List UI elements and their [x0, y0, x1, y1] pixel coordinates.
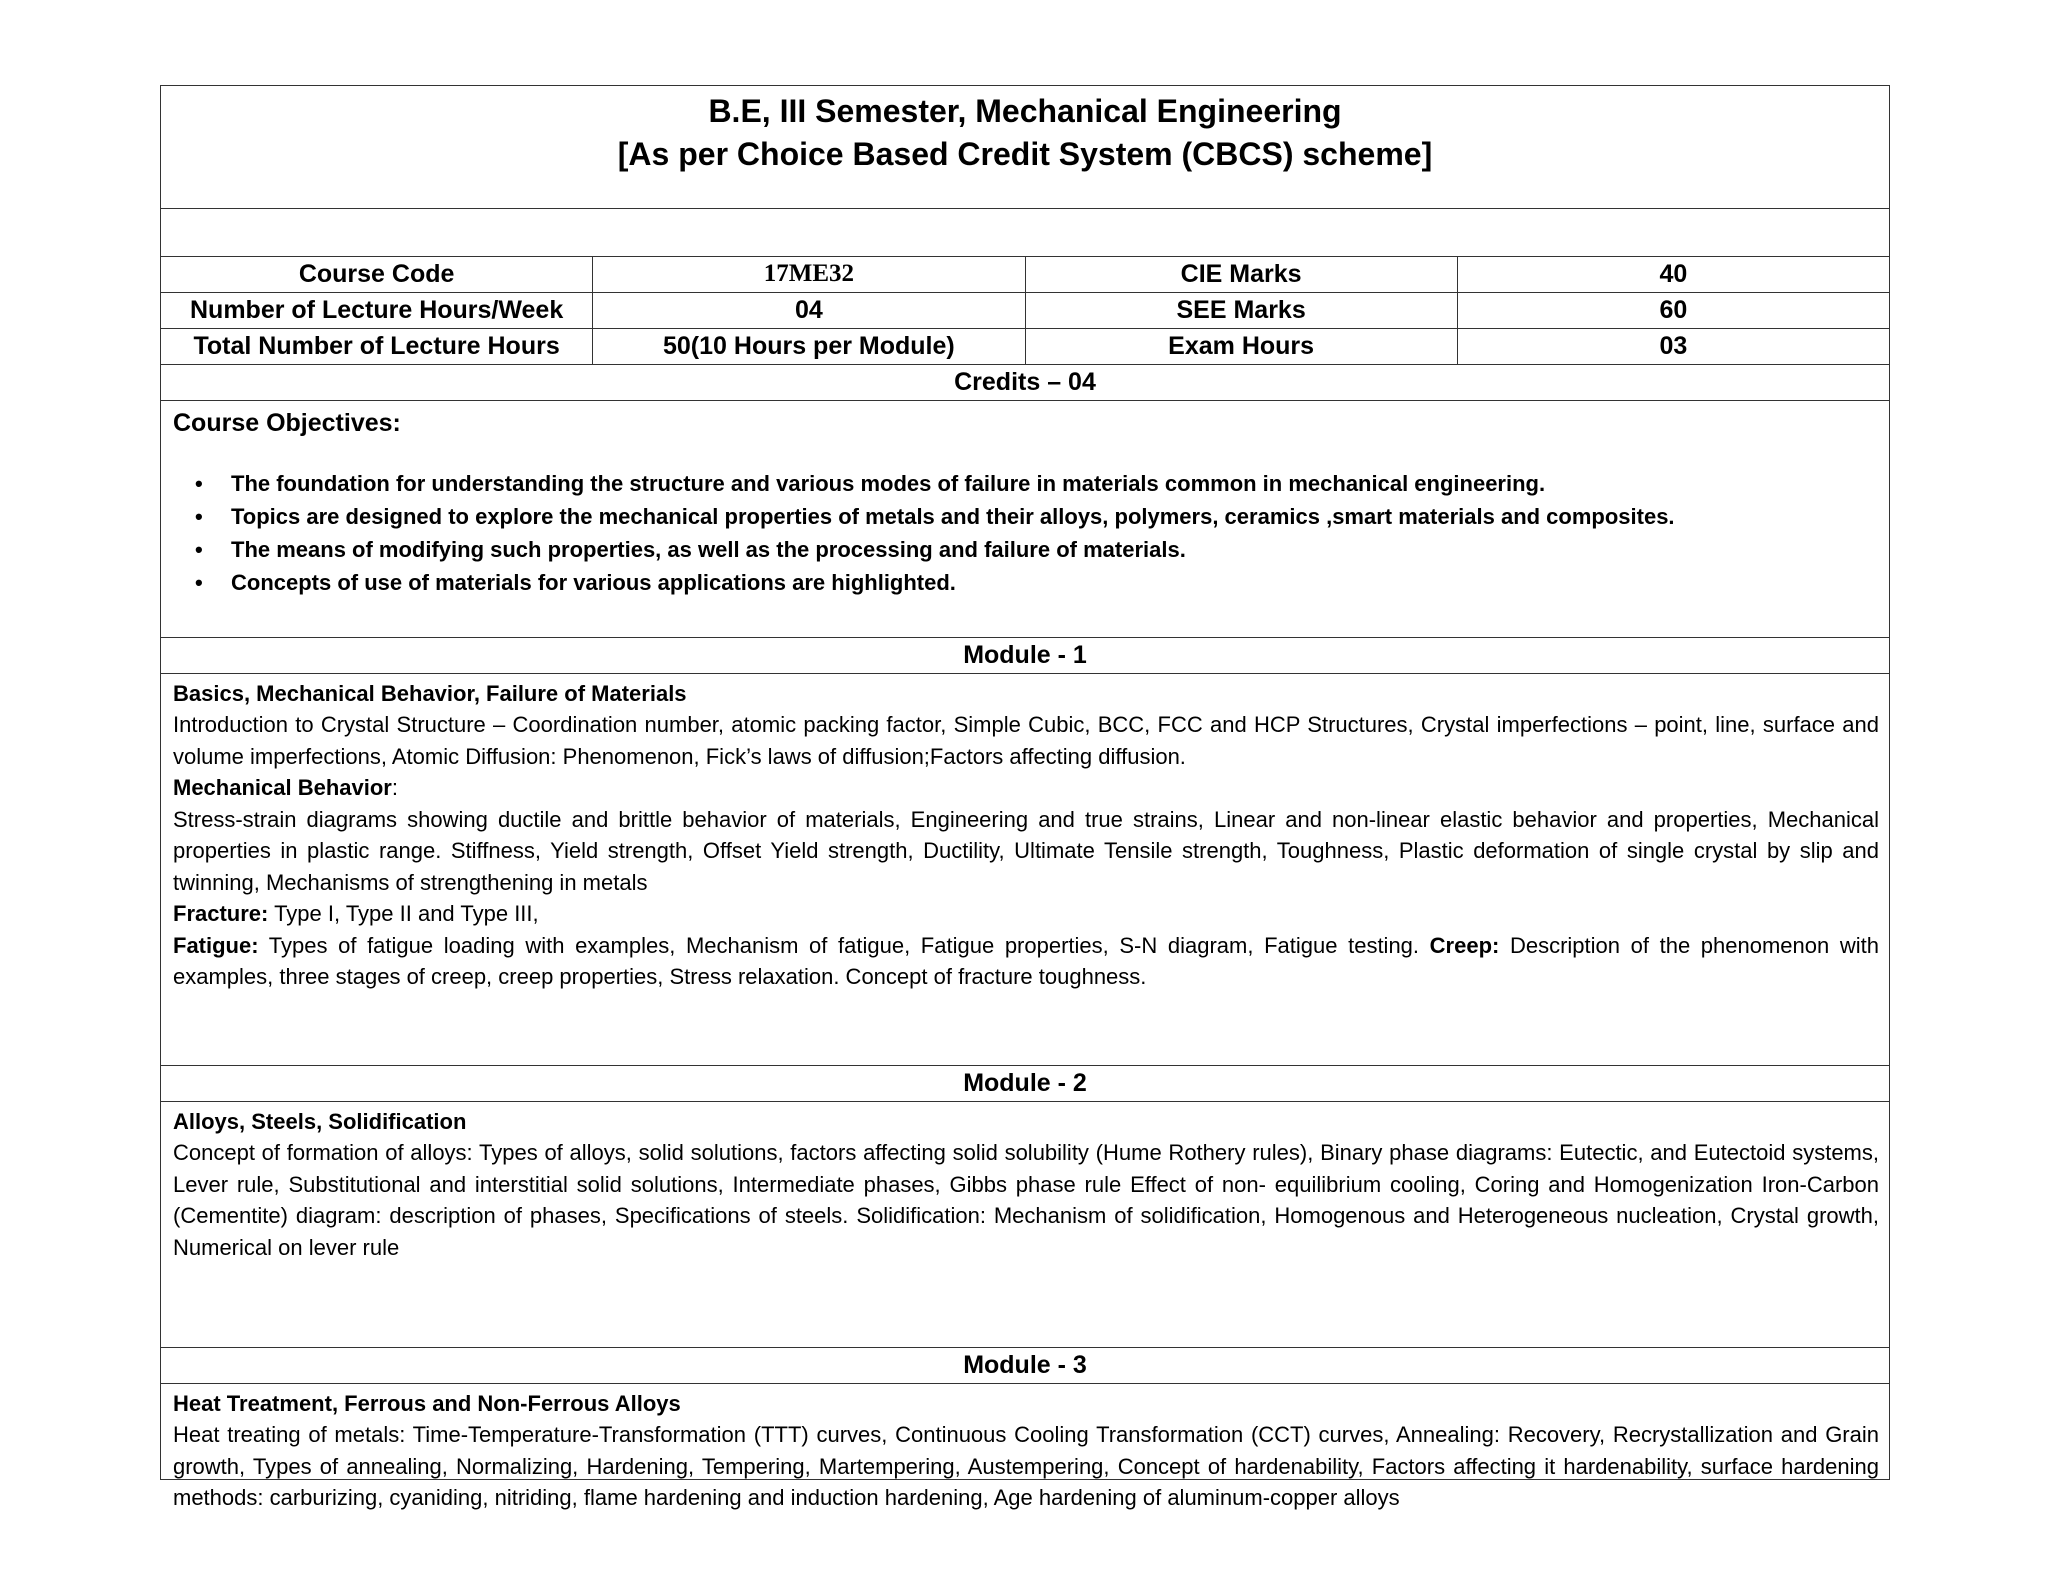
module-1-heading: Module - 1 — [161, 638, 1889, 674]
module-2-text: Concept of formation of alloys: Types of alloys, solid solutions, factors affecting solid solubility (Hume Rothery rules), Binary phase diagrams: Eutectic, and Eutectoid systems, Lever rule, Substitutional and interstitial solid solutions, Intermediate phases, Gibbs phase rule Effect of non- equilibrium cooling, Coring and Homogenization Iron-Carbon (Cementite) diagram: description of phases, Specifications of steels. Solidification: Mechanism of solidification, Homogenous and Heterogeneous nucleation, Crystal growth, Numerical on lever rule — [173, 1140, 1879, 1260]
see-marks-label: SEE Marks — [1026, 293, 1458, 328]
module-1-mech-text: Stress-strain diagrams showing ductile and brittle behavior of materials, Engineering and true strains, Linear and non-linear elastic behavior and properties, Mechanical properties in plastic range. Stiffness, Yield strength, Offset Yield strength, Ductility, Ultimate Tensile strength, Toughness, Plastic deformation of single crystal by slip and twinning, Mechanisms of strengthening in metals — [173, 806, 1879, 895]
module-3-subtitle: Heat Treatment, Ferrous and Non-Ferrous Alloys — [173, 1391, 681, 1416]
module-2-subtitle: Alloys, Steels, Solidification — [173, 1109, 467, 1134]
list-item: • Concepts of use of materials for various applications are highlighted. — [231, 566, 1877, 599]
scheme-title: [As per Choice Based Credit System (CBCS) scheme] — [617, 136, 1433, 172]
total-hours-value: 50(10 Hours per Module) — [593, 329, 1025, 364]
lecture-hours-week-label: Number of Lecture Hours/Week — [161, 293, 593, 328]
see-marks-value: 60 — [1659, 296, 1688, 324]
info-row-total-hours — [161, 329, 1889, 365]
exam-hours-value: 03 — [1659, 332, 1688, 360]
credits: Credits – 04 — [161, 365, 1889, 401]
course-code-value: 17ME32 — [593, 257, 1025, 292]
info-row-course-code — [161, 257, 1889, 293]
module-1-subtitle: Basics, Mechanical Behavior, Failure of Materials — [173, 681, 687, 706]
module-3-content — [161, 1384, 1889, 1510]
bullet-icon: • — [195, 471, 203, 496]
module-1-fatigue-creep: Fatigue: Types of fatigue loading with examples, Mechanism of fatigue, Fatigue properties, S-N diagram, Fatigue testing. Creep: Description of the phenomenon with examples, three stages of creep, creep properties, Stress relaxation. Concept of fracture toughness. — [173, 932, 1879, 989]
cie-marks-label: CIE Marks — [1026, 257, 1458, 292]
module-1-intro: Introduction to Crystal Structure – Coordination number, atomic packing factor, Simple Cubic, BCC, FCC and HCP Structures, Crystal imperfections – point, line, surface and volume imperfections, Atomic Diffusion: Phenomenon, Fick’s laws of diffusion;Factors affecting diffusion. — [173, 712, 1879, 769]
cie-marks-value: 40 — [1659, 260, 1688, 288]
bullet-icon: • — [195, 570, 203, 595]
title-block — [161, 86, 1889, 209]
module-3-text: Heat treating of metals: Time-Temperature-Transformation (TTT) curves, Continuous Cooling Transformation (CCT) curves, Annealing: Recovery, Recrystallization and Grain growth, Types of annealing, Normalizing, Hardening, Tempering, Martempering, Austempering, Concept of hardenability, Factors affecting it hardenability, surface hardening methods: carburizing, cyaniding, nitriding, flame hardening and induction hardening, Age hardening of aluminum-copper alloys — [173, 1422, 1879, 1510]
bullet-icon: • — [195, 537, 203, 562]
info-row-lecture-hours-week — [161, 293, 1889, 329]
bullet-icon: • — [195, 504, 203, 529]
lecture-hours-week-value: 04 — [593, 293, 1025, 328]
course-objectives — [161, 401, 1889, 638]
course-code-label: Course Code — [161, 257, 593, 292]
blank-row — [161, 209, 1889, 257]
module-1-fracture: Fracture: Type I, Type II and Type III, — [173, 901, 539, 926]
total-hours-label: Total Number of Lecture Hours — [161, 329, 593, 364]
exam-hours-label: Exam Hours — [1026, 329, 1458, 364]
objectives-list — [173, 467, 1877, 599]
syllabus-table — [160, 85, 1890, 1510]
list-item: • The means of modifying such properties, as well as the processing and failure of materials. — [231, 533, 1877, 566]
module-3-heading: Module - 3 — [161, 1348, 1889, 1384]
module-2-heading: Module - 2 — [161, 1066, 1889, 1102]
module-1-content — [161, 674, 1889, 1066]
objectives-title: Course Objectives: — [173, 409, 401, 437]
module-2-content — [161, 1102, 1889, 1348]
semester-title: B.E, III Semester, Mechanical Engineering — [708, 93, 1342, 129]
module-1-mech-heading: Mechanical Behavior: — [173, 775, 398, 800]
list-item: • Topics are designed to explore the mechanical properties of metals and their alloys, polymers, ceramics ,smart materials and composites. — [231, 500, 1877, 533]
list-item: • The foundation for understanding the structure and various modes of failure in materials common in mechanical engineering. — [231, 467, 1877, 500]
